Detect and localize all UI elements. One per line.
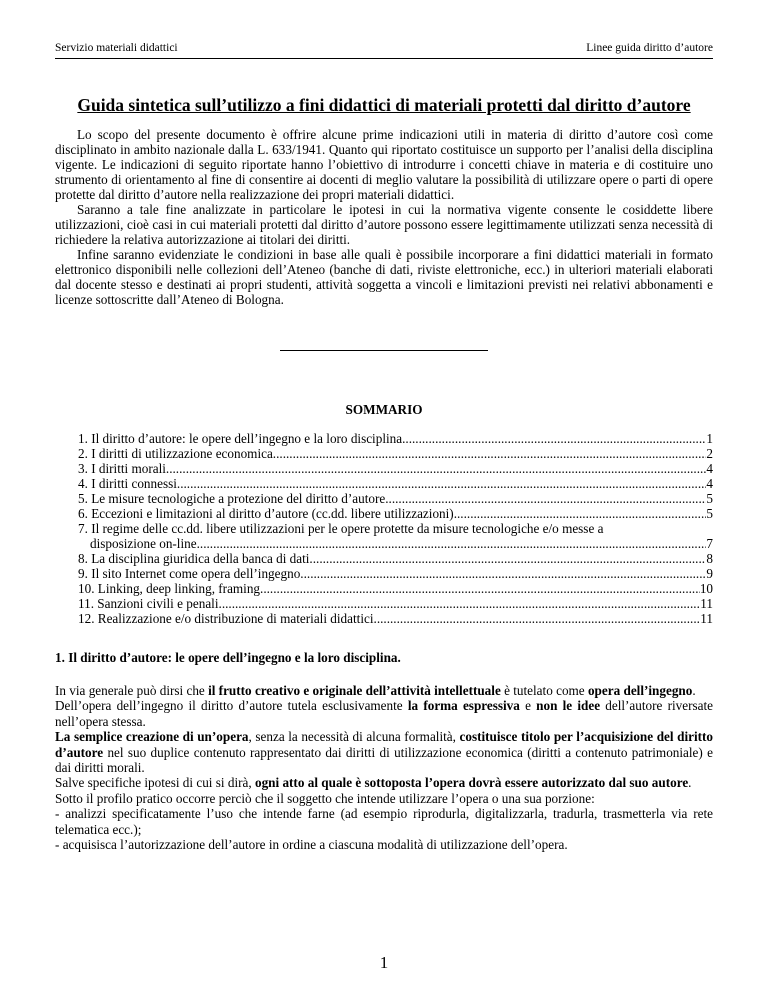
toc-entry[interactable] (78, 506, 713, 521)
toc-entry[interactable] (78, 611, 713, 626)
body-paragraph: Sotto il profilo pratico occorre perciò che il soggetto che intende utilizzare l’opera o una sua porzione: (55, 790, 595, 806)
section-heading: 1. Il diritto d’autore: le opere dell’ingegno e la loro disciplina. (55, 650, 401, 665)
toc-entry-page: 4 (706, 461, 713, 476)
page-number: 1 (379, 953, 389, 972)
toc-heading: SOMMARIO (345, 402, 423, 417)
toc-entry-text: 5. Le misure tecnologiche a protezione del diritto d’autore. (78, 491, 389, 506)
toc-entry-text: 6. Eccezioni e limitazioni al diritto d’autore (cc.dd. libere utilizzazioni). (78, 506, 457, 521)
toc-entry[interactable] (78, 461, 713, 476)
body-paragraph: In via generale può dirsi che il frutto creativo e originale dell’attività intellettuale è tutelato come opera dell’ingegno. (55, 683, 696, 698)
toc-entry-page: 9 (706, 566, 713, 581)
toc-entry-text: 2. I diritti di utilizzazione economica. (78, 446, 277, 461)
section-body (55, 683, 713, 852)
toc-entry[interactable] (78, 431, 713, 446)
toc-entry[interactable] (78, 581, 713, 596)
body-paragraph: - acquisisca l’autorizzazione dell’autore in ordine a ciascuna modalità di utilizzazione dell’opera. (55, 837, 568, 853)
toc-entry-text: 4. I diritti connessi. (78, 476, 181, 491)
separator-line (280, 350, 488, 351)
body-paragraph: Salve specifiche ipotesi di cui si dirà, ogni atto al quale è sottoposta l’opera dovrà essere autorizzato dal suo autore. (55, 775, 692, 791)
header-right: Linee guida diritto d’autore (586, 42, 713, 54)
intro-paragraph: Saranno a tale fine analizzate in particolare le ipotesi in cui la normativa vigente consente le cosiddette libere utilizzazioni, cioè casi in cui materiali protetti dal diritto d’autore possono essere legittimamente utilizzati senza necessità di richiedere la relativa autorizzazione ai titolari dei diritti. (55, 202, 713, 247)
toc-entry-text-cont: disposizione on-line. (90, 536, 200, 551)
toc-entry[interactable] (78, 596, 713, 611)
toc-entry-page: 11 (700, 611, 713, 626)
body-paragraph: La semplice creazione di un’opera, senza la necessità di alcuna formalità, costituisce titolo per l’acquisizione del diritto d’autore nel suo duplice contenuto rappresentato dai diritti di utilizzazione economica (diritti a contenuto patrimoniale) e dai diritti morali. (55, 729, 714, 776)
toc-entry-page: 2 (706, 446, 713, 461)
toc-entry[interactable] (78, 491, 713, 506)
toc-entry-text: 8. La disciplina giuridica della banca di dati. (78, 551, 313, 566)
intro-paragraph: Lo scopo del presente documento è offrire alcune prime indicazioni utili in materia di diritto d’autore così come disciplinato in ambito nazionale dalla L. 633/1941. Quanto qui riportato costituisce un supporto per l’analisi della disciplina vigente. Le indicazioni di seguito riportate hanno l’obiettivo di introdurre i concetti chiave in materia e di costituire uno strumento di orientamento al fine di consentire ai docenti di meglio valutare la possibilità di utilizzare opere o parti di opere protette dal diritto d’autore nella realizzazione dei propri materiali didattici. (55, 127, 713, 202)
toc-entry-page: 11 (700, 596, 713, 611)
table-of-contents (78, 431, 713, 626)
toc-entry-page: 1 (706, 431, 713, 446)
body-paragraph: - analizzi specificatamente l’uso che intende farne (ad esempio riprodurla, digitalizzarla, tradurla, trasmetterla via rete telematica ecc.); (55, 806, 713, 837)
intro-paragraph: Infine saranno evidenziate le condizioni in base alle quali è possibile incorporare a fini didattici materiali in formato elettronico disponibili nelle collezioni dell’Ateneo (banche di dati, riviste elettroniche, ecc.) in ulteriori materiali elaborati dal docente stesso e destinati ai propri studenti, attività soggetta a vincoli e limitazioni previsti nei relativi abbonamenti e licenze sottoscritte dall’Ateneo di Bologna. (55, 247, 713, 307)
toc-entry[interactable] (78, 446, 713, 461)
toc-entry-page: 4 (706, 476, 713, 491)
toc-entry-page: 10 (699, 581, 713, 596)
toc-entry-text: 1. Il diritto d’autore: le opere dell’ingegno e la loro disciplina. (78, 431, 406, 446)
intro-section (55, 127, 713, 307)
toc-entry-text: 11. Sanzioni civili e penali. (78, 596, 222, 611)
header-left: Servizio materiali didattici (55, 42, 178, 54)
toc-entry[interactable] (78, 566, 713, 581)
toc-entry-text: 12. Realizzazione e/o distribuzione di materiali didattici. (78, 611, 377, 626)
toc-entry-page: 5 (706, 491, 713, 506)
toc-entry-page: 8 (706, 551, 713, 566)
toc-entry-text: 9. Il sito Internet come opera dell’ingegno. (78, 566, 304, 581)
toc-entry-page: 7 (706, 536, 713, 551)
toc-entry[interactable] (78, 521, 713, 551)
page-header (55, 40, 713, 59)
toc-entry-text: 10. Linking, deep linking, framing. (78, 581, 264, 596)
toc-entry-text: 3. I diritti morali. (78, 461, 170, 476)
body-paragraph: Dell’opera dell’ingegno il diritto d’autore tutela esclusivamente la forma espressiva e non le idee dell’autore riversate nell’opera stessa. (55, 698, 713, 729)
toc-entry-page: 5 (706, 506, 713, 521)
document-title: Guida sintetica sull’utilizzo a fini didattici di materiali protetti dal diritto d’autore (77, 95, 691, 115)
toc-entry[interactable] (78, 476, 713, 491)
toc-entry[interactable] (78, 551, 713, 566)
toc-entry-text: 7. Il regime delle cc.dd. libere utilizzazioni per le opere protette da misure tecnologiche e/o messe a (78, 521, 604, 536)
